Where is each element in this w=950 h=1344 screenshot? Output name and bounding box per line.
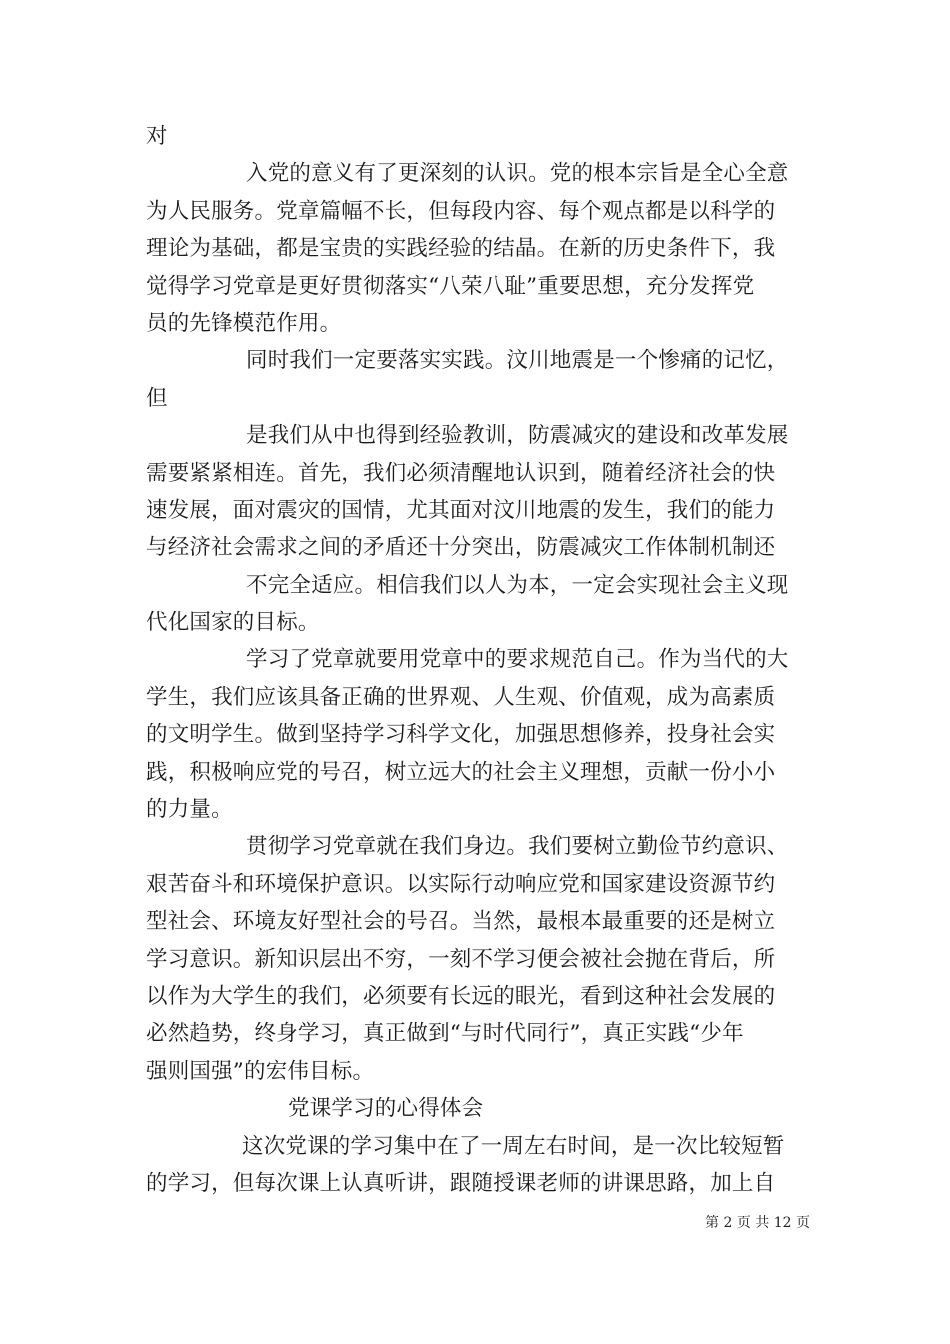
paragraph-start: 同时我们一定要落实实践。汶川地震是一个惨痛的记忆， — [246, 348, 789, 374]
text-line: 强则国强”的宏伟目标。 — [146, 1058, 375, 1084]
text-line: 速发展，面对震灾的国情，尤其面对汶川地震的发生，我们的能力 — [146, 497, 776, 523]
text-line: 践，积极响应党的号召，树立远大的社会主义理想，贡献一份小小 — [146, 759, 776, 785]
document-body — [146, 118, 810, 1202]
paragraph-start: 入党的意义有了更深刻的认识。党的根本宗旨是全心全意 — [246, 161, 789, 187]
paragraph-start: 不完全适应。相信我们以人为本，一定会实现社会主义现 — [246, 572, 789, 598]
text-line: 需要紧紧相连。首先，我们必须清醒地认识到，随着经济社会的快 — [146, 460, 776, 486]
section-title: 党课学习的心得体会 — [288, 1096, 484, 1122]
text-line: 的力量。 — [146, 797, 233, 823]
paragraph-start: 贯彻学习党章就在我们身边。我们要树立勤俭节约意识、 — [246, 834, 789, 860]
text-line: 艰苦奋斗和环境保护意识。以实际行动响应党和国家建设资源节约 — [146, 871, 776, 897]
text-line: 但 — [146, 385, 168, 411]
text-line: 学生，我们应该具备正确的世界观、人生观、价值观，成为高素质 — [146, 684, 776, 710]
text-line: 的文明学生。做到坚持学习科学文化，加强思想修养，投身社会实 — [146, 722, 776, 748]
text-line: 觉得学习党章是更好贯彻落实“八荣八耻”重要思想，充分发挥党 — [146, 273, 755, 299]
text-line: 以作为大学生的我们，必须要有长远的眼光，看到这种社会发展的 — [146, 983, 776, 1009]
text-line: 对 — [146, 124, 168, 149]
text-line: 的学习，但每次课上认真听讲，跟随授课老师的讲课思路，加上自 — [146, 1170, 776, 1196]
text-line: 学习意识。新知识层出不穷，一刻不学习便会被社会抛在背后，所 — [146, 946, 776, 972]
text-line: 必然趋势，终身学习，真正做到“与时代同行”，真正实践“少年 — [146, 1021, 744, 1047]
text-line: 与经济社会需求之间的矛盾还十分突出，防震减灾工作体制机制还 — [146, 535, 776, 561]
paragraph-start: 学习了党章就要用党章中的要求规范自己。作为当代的大 — [246, 647, 789, 673]
text-line: 代化国家的目标。 — [146, 610, 320, 636]
text-line: 为人民服务。党章篇幅不长，但每段内容、每个观点都是以科学的 — [146, 198, 776, 224]
text-line: 型社会、环境友好型社会的号召。当然，最根本最重要的还是树立 — [146, 909, 776, 935]
text-line: 理论为基础，都是宝贵的实践经验的结晶。在新的历史条件下，我 — [146, 236, 776, 262]
text-line: 员的先锋模范作用。 — [146, 310, 342, 336]
page-number-footer: 第 2 页 共 12 页 — [705, 1215, 810, 1231]
paragraph-start: 是我们从中也得到经验教训，防震减灾的建设和改革发展 — [246, 423, 789, 449]
paragraph-start: 这次党课的学习集中在了一周左右时间，是一次比较短暂 — [242, 1133, 785, 1159]
